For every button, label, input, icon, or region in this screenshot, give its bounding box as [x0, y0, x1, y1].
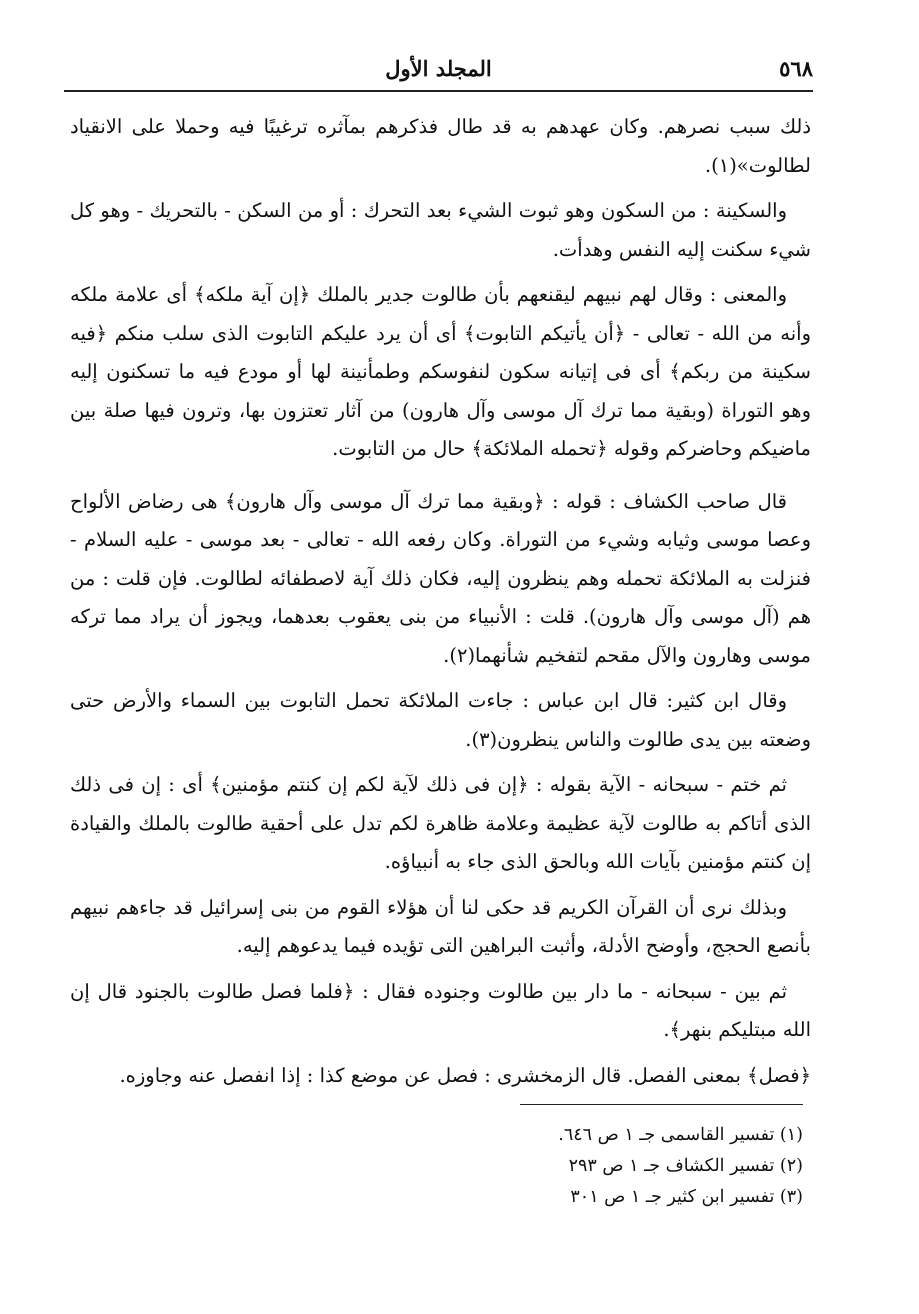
footnote-3: (٣) تفسير ابن كثير جـ ١ ص ٣٠١ — [570, 1187, 803, 1207]
footnotes — [380, 1120, 803, 1213]
paragraph-kashshaf: قال صاحب الكشاف : قوله : ﴿وبقية مما ترك آل موسى وآل هارون﴾ هى رضاض الألواح وعصا موسى وثيابه وشيء من التوراة. وكان رفعه الله - تعالى - بعد موسى - عليه السلام - فنزلت به الملائكة تحمله وهم ينظرون إليه، فكان ذلك آية لاصطفائه لطالوت. فإن قلت : من هم (آل موسى وآل هارون). قلت : الأنبياء من بنى يعقوب بعدهما، ويجوز أن يراد مما تركه موسى وهارون والآل مقحم لتفخيم شأنهما(٢). — [70, 489, 811, 667]
footnote-2: (٢) تفسير الكشاف جـ ١ ص ٢٩٣ — [568, 1156, 803, 1176]
page-number: ٥٦٨ — [779, 56, 813, 81]
paragraph-conclusion: وبذلك نرى أن القرآن الكريم قد حكى لنا أن هؤلاء القوم من بنى إسرائيل قد جاءهم نبيهم بأنصع الحجج، وأوضح الأدلة، وأثبت البراهين التى تؤيده فيما يدعوهم إليه. — [70, 895, 811, 957]
page-header — [64, 52, 813, 88]
header-rule — [64, 90, 813, 92]
paragraph-fasala: ﴿فصل﴾ بمعنى الفصل. قال الزمخشرى : فصل عن موضع كذا : إذا انفصل عنه وجاوزه. — [119, 1063, 811, 1087]
paragraph-continuation: ذلك سبب نصرهم. وكان عهدهم به قد طال فذكرهم بمآثره ترغيبًا فيه وحملا على الانقياد لطالوت»(١). — [70, 115, 811, 177]
paragraph-closing-verse: ثم ختم - سبحانه - الآية بقوله : ﴿إن فى ذلك لآية لكم إن كنتم مؤمنين﴾ أى : إن فى ذلك الذى أتاكم به طالوت لآية عظيمة وعلامة ظاهرة لكم تدل على أحقية طالوت بالملك والقيادة إن كنتم مؤمنين بآيات الله وبالحق الذى جاء به أنبياؤه. — [70, 773, 811, 873]
footnote-1: (١) تفسير القاسمى جـ ١ ص ٦٤٦. — [558, 1125, 803, 1145]
paragraph-meaning: والمعنى : وقال لهم نبيهم ليقنعهم بأن طالوت جدير بالملك ﴿إن آية ملكه﴾ أى علامة ملكه وأنه من الله - تعالى - ﴿أن يأتيكم التابوت﴾ أى أن يرد عليكم التابوت الذى سلب منكم ﴿فيه سكينة من ربكم﴾ أى فى إتيانه سكون لنفوسكم وطمأنينة لها أو مودع فيه ما تسكنون إليه وهو التوراة (وبقية مما ترك آل موسى وآل هارون) من آثار تعتزون بها، وترون فيها صلة بين ماضيكم وحاضركم وقوله ﴿تحمله الملائكة﴾ حال من التابوت. — [70, 283, 811, 460]
volume-title: المجلد الأول — [385, 56, 492, 81]
footnote-rule — [520, 1104, 803, 1105]
paragraph-sakina: والسكينة : من السكون وهو ثبوت الشيء بعد التحرك : أو من السكن - بالتحريك - وهو كل شيء سكنت إليه النفس وهدأت. — [70, 199, 811, 261]
paragraph-ibn-kathir: وقال ابن كثير: قال ابن عباس : جاءت الملائكة تحمل التابوت بين السماء والأرض حتى وضعته بين يدى طالوت والناس ينظرون(٣). — [70, 689, 811, 751]
body-text — [70, 108, 811, 1102]
paragraph-talut-troops: ثم بين - سبحانه - ما دار بين طالوت وجنوده فقال : ﴿فلما فصل طالوت بالجنود قال إن الله مبتليكم بنهر﴾. — [70, 979, 811, 1041]
